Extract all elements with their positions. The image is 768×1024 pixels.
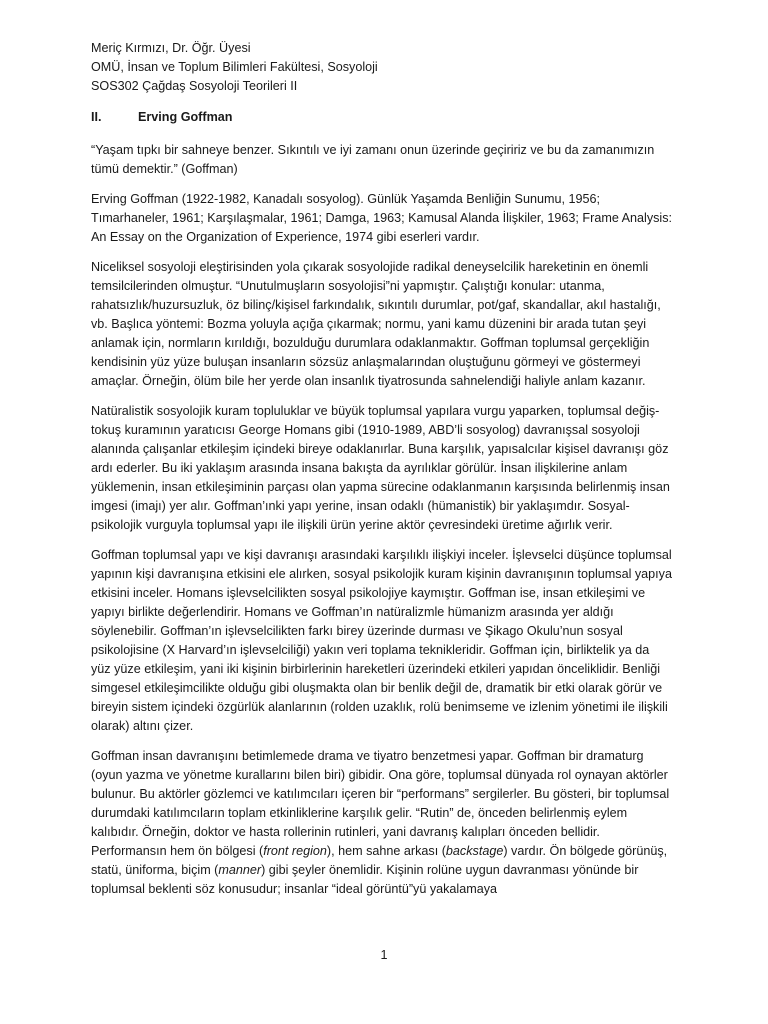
italic-term-manner: manner [218, 863, 262, 877]
page-number: 1 [380, 948, 388, 962]
course-line: SOS302 Çağdaş Sosyoloji Teorileri II [91, 79, 298, 93]
italic-term-backstage: backstage [445, 844, 504, 858]
text-run: ) gibi şeyler önemlidir. Kişinin rolüne uygun davranması yönünde bir toplumsal beklenti söz konusudur; insanlar “ideal görüntü”yü yakalamaya [91, 863, 639, 896]
document-header [91, 39, 672, 96]
section-heading [91, 108, 672, 127]
quote-paragraph: “Yaşam tıpkı bir sahneye benzer. Sıkıntılı ve iyi zamanı onun üzerinde geçiririz ve bu da zamanımızın tümü demektir.” (Goffman) [91, 143, 655, 176]
body-paragraph: Niceliksel sosyoloji eleştirisinden yola çıkarak sosyolojide radikal deneyselcilik hareketinin en önemli temsilcilerinden olmuştur. “Unutulmuşların sosyolojisi”ni yapmıştır. Çalıştığı konular: utanma, rahatsızlık/huzursuzluk, öz bilinç/kişisel farkındalık, sıkıntılı durumlar, pot/gaf, skandallar, akıl hastalığı, vb. Başlıca yöntemi: Bozma yoluyla açığa çıkarmak; normu, yani kamu düzenini bir arada tutan şeyi anlamak için, normların kırıldığı, bozulduğu durumlara odaklanmaktır. Goffman toplumsal gerçekliğin kendisinin yüz yüze buluşan insanların sözsüz anlaşmalarından oluştuğunu görmeyi ve göstermeyi amaçlar. Örneğin, ölüm bile her yerde olan insanlık tiyatrosunda sahnelendiği haliyle anlam kazanır. [91, 260, 661, 388]
text-run: Goffman insan davranışını betimlemede drama ve tiyatro benzetmesi yapar. Goffman bir dramaturg (oyun yazma ve yönetme kurallarını bilen biri) gibidir. Ona göre, toplumsal dünyada rol oynayan aktörler bulunur. Bu aktörler gözlemci ve katılımcıları içeren bir “performans” sergilerler. Bu gösteri, bir toplumsal durumdaki katılımcıların toplam etkinliklerine karşılık gelir. “Rutin” de, önceden belirlenmiş eylem kalıbıdır. Örneğin, doktor ve hasta rollerinin rutinleri, yani davranış kalıpları önceden bellidir. Performansın hem ön bölgesi ( [91, 749, 670, 858]
body-paragraph: Goffman toplumsal yapı ve kişi davranışı arasındaki karşılıklı ilişkiyi inceler. İşlevselci düşünce toplumsal yapının kişi davranışına etkisini ele alırken, sosyal psikolojik kuram kişinin davranışının toplumsal yapıya etkisini inceler. Homans işlevselcilikten sosyal psikolojiye kaymıştır. Goffman ise, insan etkileşimi ve yapıyı birlikte değerlendirir. Homans ve Goffman’ın natüralizmle hümanizm arasında yer aldığı söylenebilir. Goffman’ın işlevselcilikten farkı birey üzerinde durması ve Şikago Okulu’nun sosyal psikolojisine (X Harvard’ın işlevselciliği) yakın veri toplama teknikleridir. Goffman için, birliktelik ya da yüz yüze etkileşim, yani iki kişinin birbirlerinin hareketleri üzerindeki etkileri yapıdan önceliklidir. Benliği simgesel etkileşimcilikte olduğu gibi oluşmakta olan bir benlik değil de, dramatik bir etki olarak görür ve bireyin sistem içindeki özgürlük alanlarının (rolden uzaklık, rolü benimseme ve izlenim yönetimi ile ilişkili olarak) altını çizer. [91, 548, 672, 733]
text-run: ), hem sahne arkası ( [326, 844, 446, 858]
body-paragraph: Natüralistik sosyolojik kuram topluluklar ve büyük toplumsal yapılara vurgu yaparken, toplumsal değiş-tokuş kuramının yaratıcısı George Homans gibi (1910-1989, ABD’li sosyolog) davranışsal sosyoloji alanında çalışanlar etkileşim içindeki bireye odaklanırlar. Buna karşılık, yapısalcılar kişisel davranışı göz ardı ederler. Bu iki yaklaşım arasında insana bakışta da ayrılıklar görülür. İnsan ilişkilerine anlam yüklemenin, insan etkileşiminin parçası olan yapma sürecine odaklanmanın karşısında belirlenmiş insan imgesi (imajı) yer alır. Goffman’ınki yapı yerine, insan odaklı (hümanistik) bir yaklaşımdır. Sosyal-psikolojik vurguyla toplumsal yapı ile ilişkili ürün yerine aktör çevresindeki üretime ağırlık verir. [91, 404, 670, 532]
author-line: Meriç Kırmızı, Dr. Öğr. Üyesi [91, 41, 251, 55]
italic-term-front-region: front region [263, 844, 327, 858]
text-run: ) vardır. Ön bölgede görünüş, statü, üniforma, biçim ( [91, 844, 668, 877]
institution-line: OMÜ, İnsan ve Toplum Bilimleri Fakültesi, Sosyoloji [91, 60, 378, 74]
section-number: II. [91, 110, 102, 124]
section-title: Erving Goffman [138, 110, 233, 124]
dramaturgy-paragraph [91, 747, 672, 899]
works-paragraph: Erving Goffman (1922-1982, Kanadalı sosyolog). Günlük Yaşamda Benliğin Sunumu, 1956; Tımarhaneler, 1961; Karşılaşmalar, 1961; Damga, 1963; Kamusal Alanda İlişkiler, 1963; Frame Analysis: An Essay on the Organization of Experience, 1974 gibi eserleri vardır. [91, 192, 673, 244]
